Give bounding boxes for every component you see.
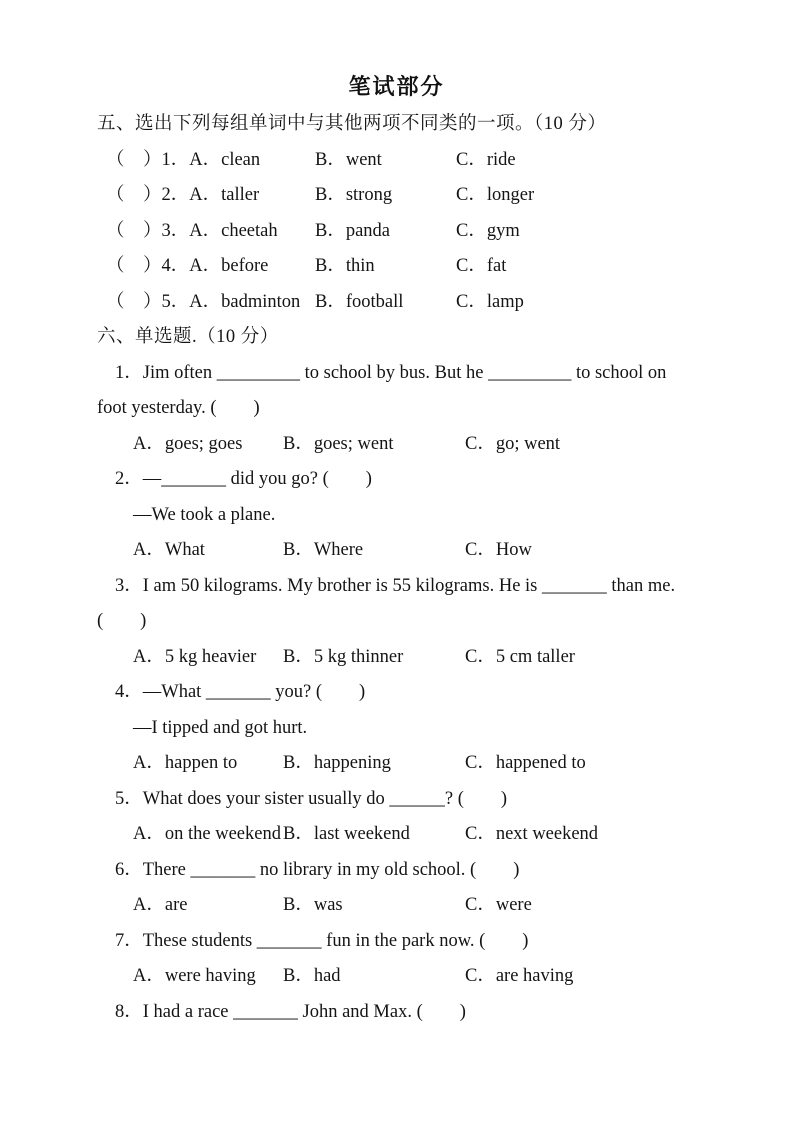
question-2-option-c: C．How [465,540,532,560]
page-title: 笔试部分 [348,74,445,99]
question-2-dialogue-reply: —We took a plane. [133,504,276,525]
word-group-row-1 [97,143,757,179]
word-group-1-option-c: C．ride [456,149,516,170]
word-group-3-bracket-and-option-a: （ ）3．A．cheetah [106,220,278,241]
question-6-options-row [97,888,757,924]
word-group-1-bracket-and-option-a: （ ）1．A．clean [106,149,261,170]
question-4-stem: 4．—What _______ you? ( ) [115,682,366,702]
question-4-option-b: B．happening [283,753,391,773]
question-6-option-c: C．were [465,895,532,915]
word-group-1-option-b: B．went [315,149,382,170]
word-group-row-3 [97,214,757,250]
question-4-options-row [97,746,757,782]
question-6-option-b: B．was [283,895,343,915]
question-2-option-a: A．What [133,540,205,560]
word-group-2-option-b: B．strong [315,185,393,205]
question-1-stem: 1．Jim often _________ to school by bus. But he _________ to school on [115,362,667,383]
question-7-option-b: B．had [283,966,341,986]
question-1-options-row [97,427,757,463]
section6-heading: 六、单选题.（10 分） [97,327,279,347]
question-3-option-c: C．5 cm taller [465,646,575,667]
question-1-option-c: C．go; went [465,433,561,454]
question-3-option-a: A．5 kg heavier [133,646,257,667]
question-2-stem: 2．—_______ did you go? ( ) [115,469,372,489]
question-8-stem: 8．I had a race _______ John and Max. ( ) [115,1001,466,1022]
question-3-options-row [97,640,757,676]
question-1-option-a: A．goes; goes [133,433,243,454]
question-1-stem-continuation: foot yesterday. ( ) [97,398,260,418]
question-4-dialogue-reply: —I tipped and got hurt. [133,717,308,738]
question-5-option-a: A．on the weekend [133,824,281,844]
word-group-row-5 [97,285,757,321]
word-group-3-option-b: B．panda [315,220,391,241]
word-group-5-option-c: C．lamp [456,291,524,312]
question-3-stem: 3．I am 50 kilograms. My brother is 55 kilograms. He is _______ than me. [115,575,676,596]
word-group-4-bracket-and-option-a: （ ）4．A．before [106,256,269,276]
word-group-4-option-c: C．fat [456,256,507,276]
question-7-options-row [97,959,757,995]
question-2-options-row [97,533,757,569]
question-1-option-b: B．goes; went [283,433,394,454]
word-group-4-option-b: B．thin [315,256,375,276]
section5-heading: 五、选出下列每组单词中与其他两项不同类的一项。（10 分） [97,114,607,134]
question-4-option-c: C．happened to [465,753,586,773]
word-group-2-option-c: C．longer [456,185,535,205]
question-7-stem: 7．These students _______ fun in the park now. ( ) [115,930,529,951]
question-3-option-b: B．5 kg thinner [283,646,404,667]
word-group-5-bracket-and-option-a: （ ）5．A．badminton [106,291,301,312]
question-6-option-a: A．are [133,895,188,915]
paper-body [97,107,757,1030]
question-2-option-b: B．Where [283,540,364,560]
question-5-option-b: B．last weekend [283,824,410,844]
word-group-5-option-b: B．football [315,291,404,312]
question-5-options-row [97,817,757,853]
word-group-row-2 [97,178,757,214]
word-group-2-bracket-and-option-a: （ ）2．A．taller [106,185,260,205]
question-6-stem: 6．There _______ no library in my old school. ( ) [115,859,520,880]
question-5-stem: 5．What does your sister usually do ______? ( ) [115,788,508,809]
word-group-3-option-c: C．gym [456,220,520,241]
question-7-option-c: C．are having [465,966,574,986]
word-group-row-4 [97,249,757,285]
question-3-answer-bracket: ( ) [97,611,147,631]
question-4-option-a: A．happen to [133,753,238,773]
question-7-option-a: A．were having [133,966,256,986]
question-5-option-c: C．next weekend [465,824,599,844]
